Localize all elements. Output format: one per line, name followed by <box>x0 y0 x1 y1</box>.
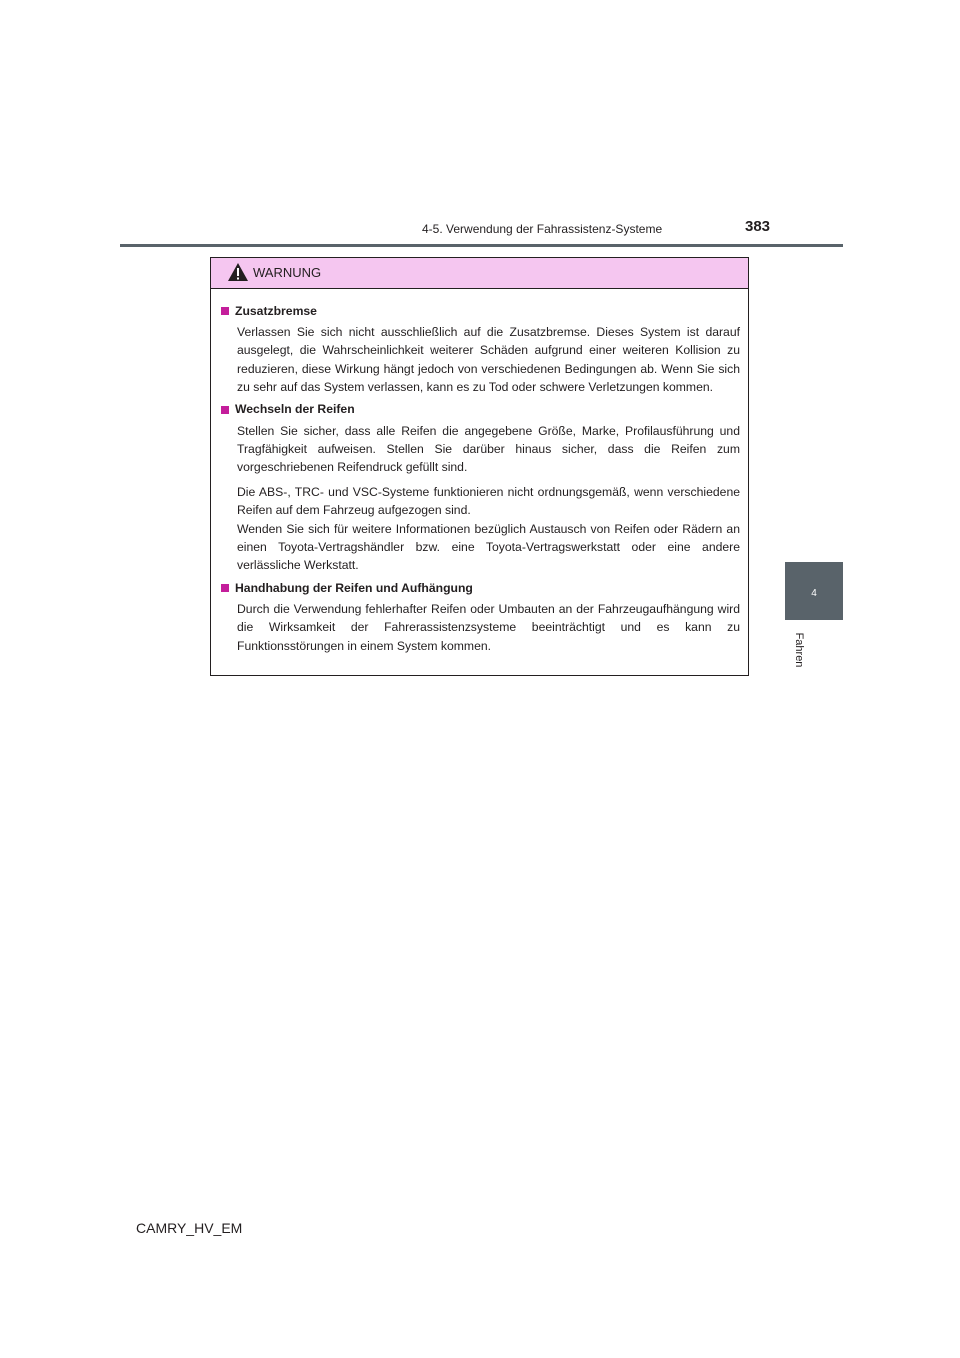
square-bullet-icon <box>221 584 229 592</box>
section-title: 4-5. Verwendung der Fahrassistenz-Systeme <box>422 222 663 236</box>
chapter-label-text: Fahren <box>793 632 805 668</box>
warning-item-title <box>219 401 740 419</box>
warning-box <box>210 257 749 676</box>
warning-item <box>219 302 740 397</box>
warning-paragraph: Wenden Sie sich für weitere Informationen bezüglich Austausch von Reifen oder Rädern an einen Toyota-Vertragshändler bzw. eine Toyota-Vertragswerkstatt oder eine andere verlässliche Werkstatt. <box>237 521 740 573</box>
warning-body <box>211 289 748 655</box>
warning-title: WARNUNG <box>253 265 322 280</box>
warning-item-title <box>219 579 740 597</box>
warning-paragraph: Verlassen Sie sich nicht ausschließlich auf die Zusatzbremse. Dieses System ist darauf ausgelegt, die Wahrscheinlichkeit weiterer Schäden aufgrund einer weiteren Kollision zu reduzieren, diese Wirkung hängt jedoch von verschiedenen Bedingungen ab. Wenn Sie sich zu sehr auf das System verlassen, kann es zu Tod oder schwere Verletzungen kommen. <box>237 325 740 395</box>
warning-item-title-text: Wechseln der Reifen <box>235 402 355 417</box>
page-number: 383 <box>745 218 771 235</box>
chapter-label <box>785 628 813 673</box>
warning-item <box>219 579 740 655</box>
warning-paragraph: Stellen Sie sicher, dass alle Reifen die angegebene Größe, Marke, Profilausführung und Tragfähigkeit aufweisen. Stellen Sie darüber hinaus sicher, dass die Reifen zum vorgeschriebenen Reifendruck gefüllt sind. <box>237 423 740 475</box>
warning-item <box>219 401 740 575</box>
warning-item-title-text: Handhabung der Reifen und Aufhängung <box>235 580 473 595</box>
chapter-number: 4 <box>811 588 817 599</box>
warning-paragraph: Die ABS-, TRC- und VSC-Systeme funktionieren nicht ordnungsgemäß, wenn verschiedene Reifen auf dem Fahrzeug aufgezogen sind. <box>237 484 740 518</box>
warning-item-title-text: Zusatzbremse <box>235 303 317 318</box>
header-divider <box>120 244 843 247</box>
chapter-tab <box>785 562 843 620</box>
warning-triangle-icon <box>227 262 249 282</box>
document-code: CAMRY_HV_EM <box>136 1220 243 1236</box>
warning-paragraph: Durch die Verwendung fehlerhafter Reifen oder Umbauten an der Fahrzeugaufhängung wird die Wirksamkeit der Fahrerassistenzsysteme beeinträchtigt und es kann zu Funktionsstörungen in einem System kommen. <box>237 601 740 653</box>
warning-header <box>211 258 748 289</box>
square-bullet-icon <box>221 406 229 414</box>
warning-item-title <box>219 302 740 320</box>
square-bullet-icon <box>221 307 229 315</box>
